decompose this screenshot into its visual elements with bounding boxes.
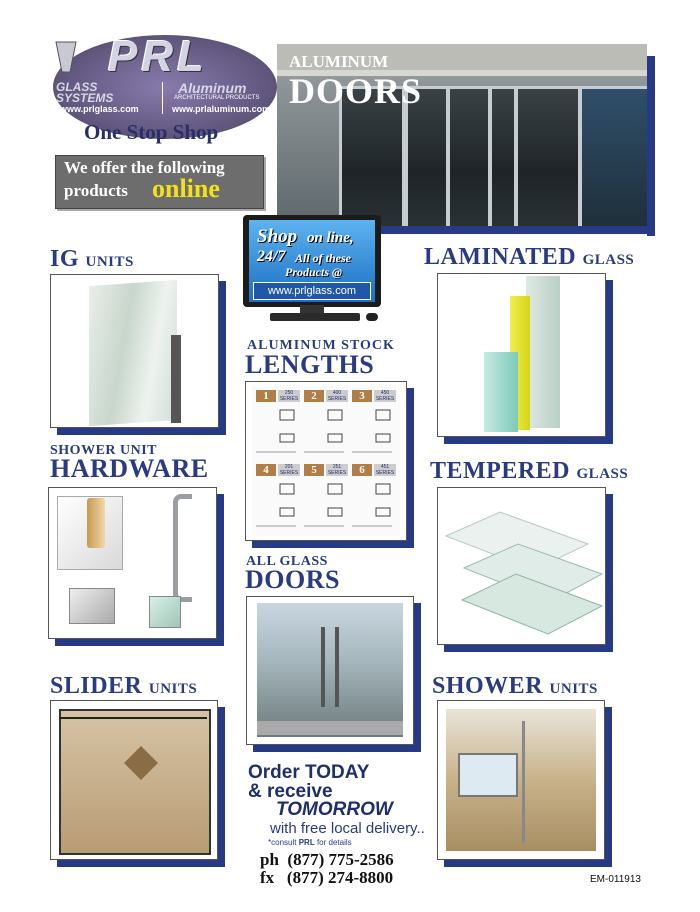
aluminum-stock-small: ALUMINUM STOCK <box>247 338 395 353</box>
laminated-heading: LAMINATED GLASS <box>424 244 635 270</box>
laminated-glass-image <box>437 273 606 437</box>
logo-left-url: www.prlglass.com <box>60 104 139 114</box>
computer-monitor <box>243 215 381 307</box>
catalog-series-5: 251 SERIES <box>327 464 347 476</box>
offer-box <box>55 155 264 209</box>
pull-handle-icon <box>173 494 192 602</box>
offer-highlight: online <box>152 174 220 203</box>
catalog-series-2: 400 SERIES <box>327 390 347 402</box>
order-line2: & receive <box>248 781 333 802</box>
offer-line2: products <box>64 181 128 200</box>
shower-units-image <box>437 700 605 860</box>
hardware-big: HARDWARE <box>50 454 209 483</box>
shop-line3: Products @ <box>285 265 342 279</box>
hardware-small: SHOWER UNIT <box>50 443 158 458</box>
hardware-image <box>48 487 217 639</box>
aluminum-stock-big: LENGTHS <box>245 350 375 379</box>
fax-number: (877) 274-8800 <box>286 868 394 887</box>
catalog-series-1: 250 SERIES <box>279 390 299 402</box>
knob-icon <box>149 596 181 628</box>
aluminum-catalog-image <box>245 381 407 541</box>
order-line4: with free local delivery.. <box>270 820 425 837</box>
doc-code: EM-011913 <box>590 874 641 885</box>
shower-heading: SHOWER UNITS <box>432 673 598 699</box>
ig-heading: IG UNITS <box>50 246 134 272</box>
shop-url[interactable]: www.prlglass.com <box>253 282 371 300</box>
slider-units-image <box>50 700 218 860</box>
catalog-num-3: 3 <box>352 390 372 402</box>
keyboard-icon <box>270 313 360 321</box>
shop-line2b: All of these <box>295 251 351 265</box>
order-note: *consult PRL for details <box>268 838 352 847</box>
clip-icon <box>69 588 115 624</box>
aluminum-doors-photo <box>277 44 647 226</box>
doors-big: DOORS <box>289 71 423 111</box>
ig-units-image <box>50 274 219 428</box>
tempered-heading: TEMPERED GLASS <box>430 458 629 484</box>
logo-right-sub: ARCHITECTURAL PRODUCTS <box>174 95 260 101</box>
phone-line: ph (877) 775-2586 <box>260 850 394 869</box>
phone-number[interactable]: (877) 775-2586 <box>287 850 394 869</box>
order-line1: Order TODAY <box>248 762 370 783</box>
catalog-series-3: 450 SERIES <box>375 390 395 402</box>
shop-line1: Shop <box>257 226 298 247</box>
window-icon <box>458 753 518 797</box>
logo-brand: PRL <box>108 32 208 81</box>
tempered-glass-image <box>437 487 606 645</box>
mouse-icon <box>366 313 378 321</box>
catalog-series-6: 451 SERIES <box>375 464 395 476</box>
catalog-series-4: 201 SERIES <box>279 464 299 476</box>
tagline: One Stop Shop <box>84 120 219 144</box>
catalog-num-5: 5 <box>304 464 324 476</box>
allglass-small: ALL GLASS <box>246 554 328 569</box>
order-line3: TOMORROW <box>276 799 393 820</box>
profile-drawings <box>252 404 400 462</box>
catalog-num-4: 4 <box>256 464 276 476</box>
offer-line1: We offer the following <box>64 158 225 177</box>
catalog-num-1: 1 <box>256 390 276 402</box>
all-glass-doors-image <box>246 596 414 745</box>
prl-logo <box>50 32 280 152</box>
doors-small: ALUMINUM <box>289 52 389 71</box>
catalog-num-2: 2 <box>304 390 324 402</box>
logo-right-url: www.prlaluminum.com <box>172 104 271 114</box>
fax-line: fx (877) 274-8800 <box>260 868 394 887</box>
logo-left-brand: GLASS SYSTEMS <box>56 80 114 105</box>
logo-right-brand: Aluminum <box>178 80 247 96</box>
shop-line1b: on line, <box>307 230 354 246</box>
catalog-num-6: 6 <box>352 464 372 476</box>
allglass-big: DOORS <box>245 565 340 594</box>
slider-heading: SLIDER UNITS <box>50 673 198 699</box>
shop-line2: 24/7 <box>257 248 286 265</box>
